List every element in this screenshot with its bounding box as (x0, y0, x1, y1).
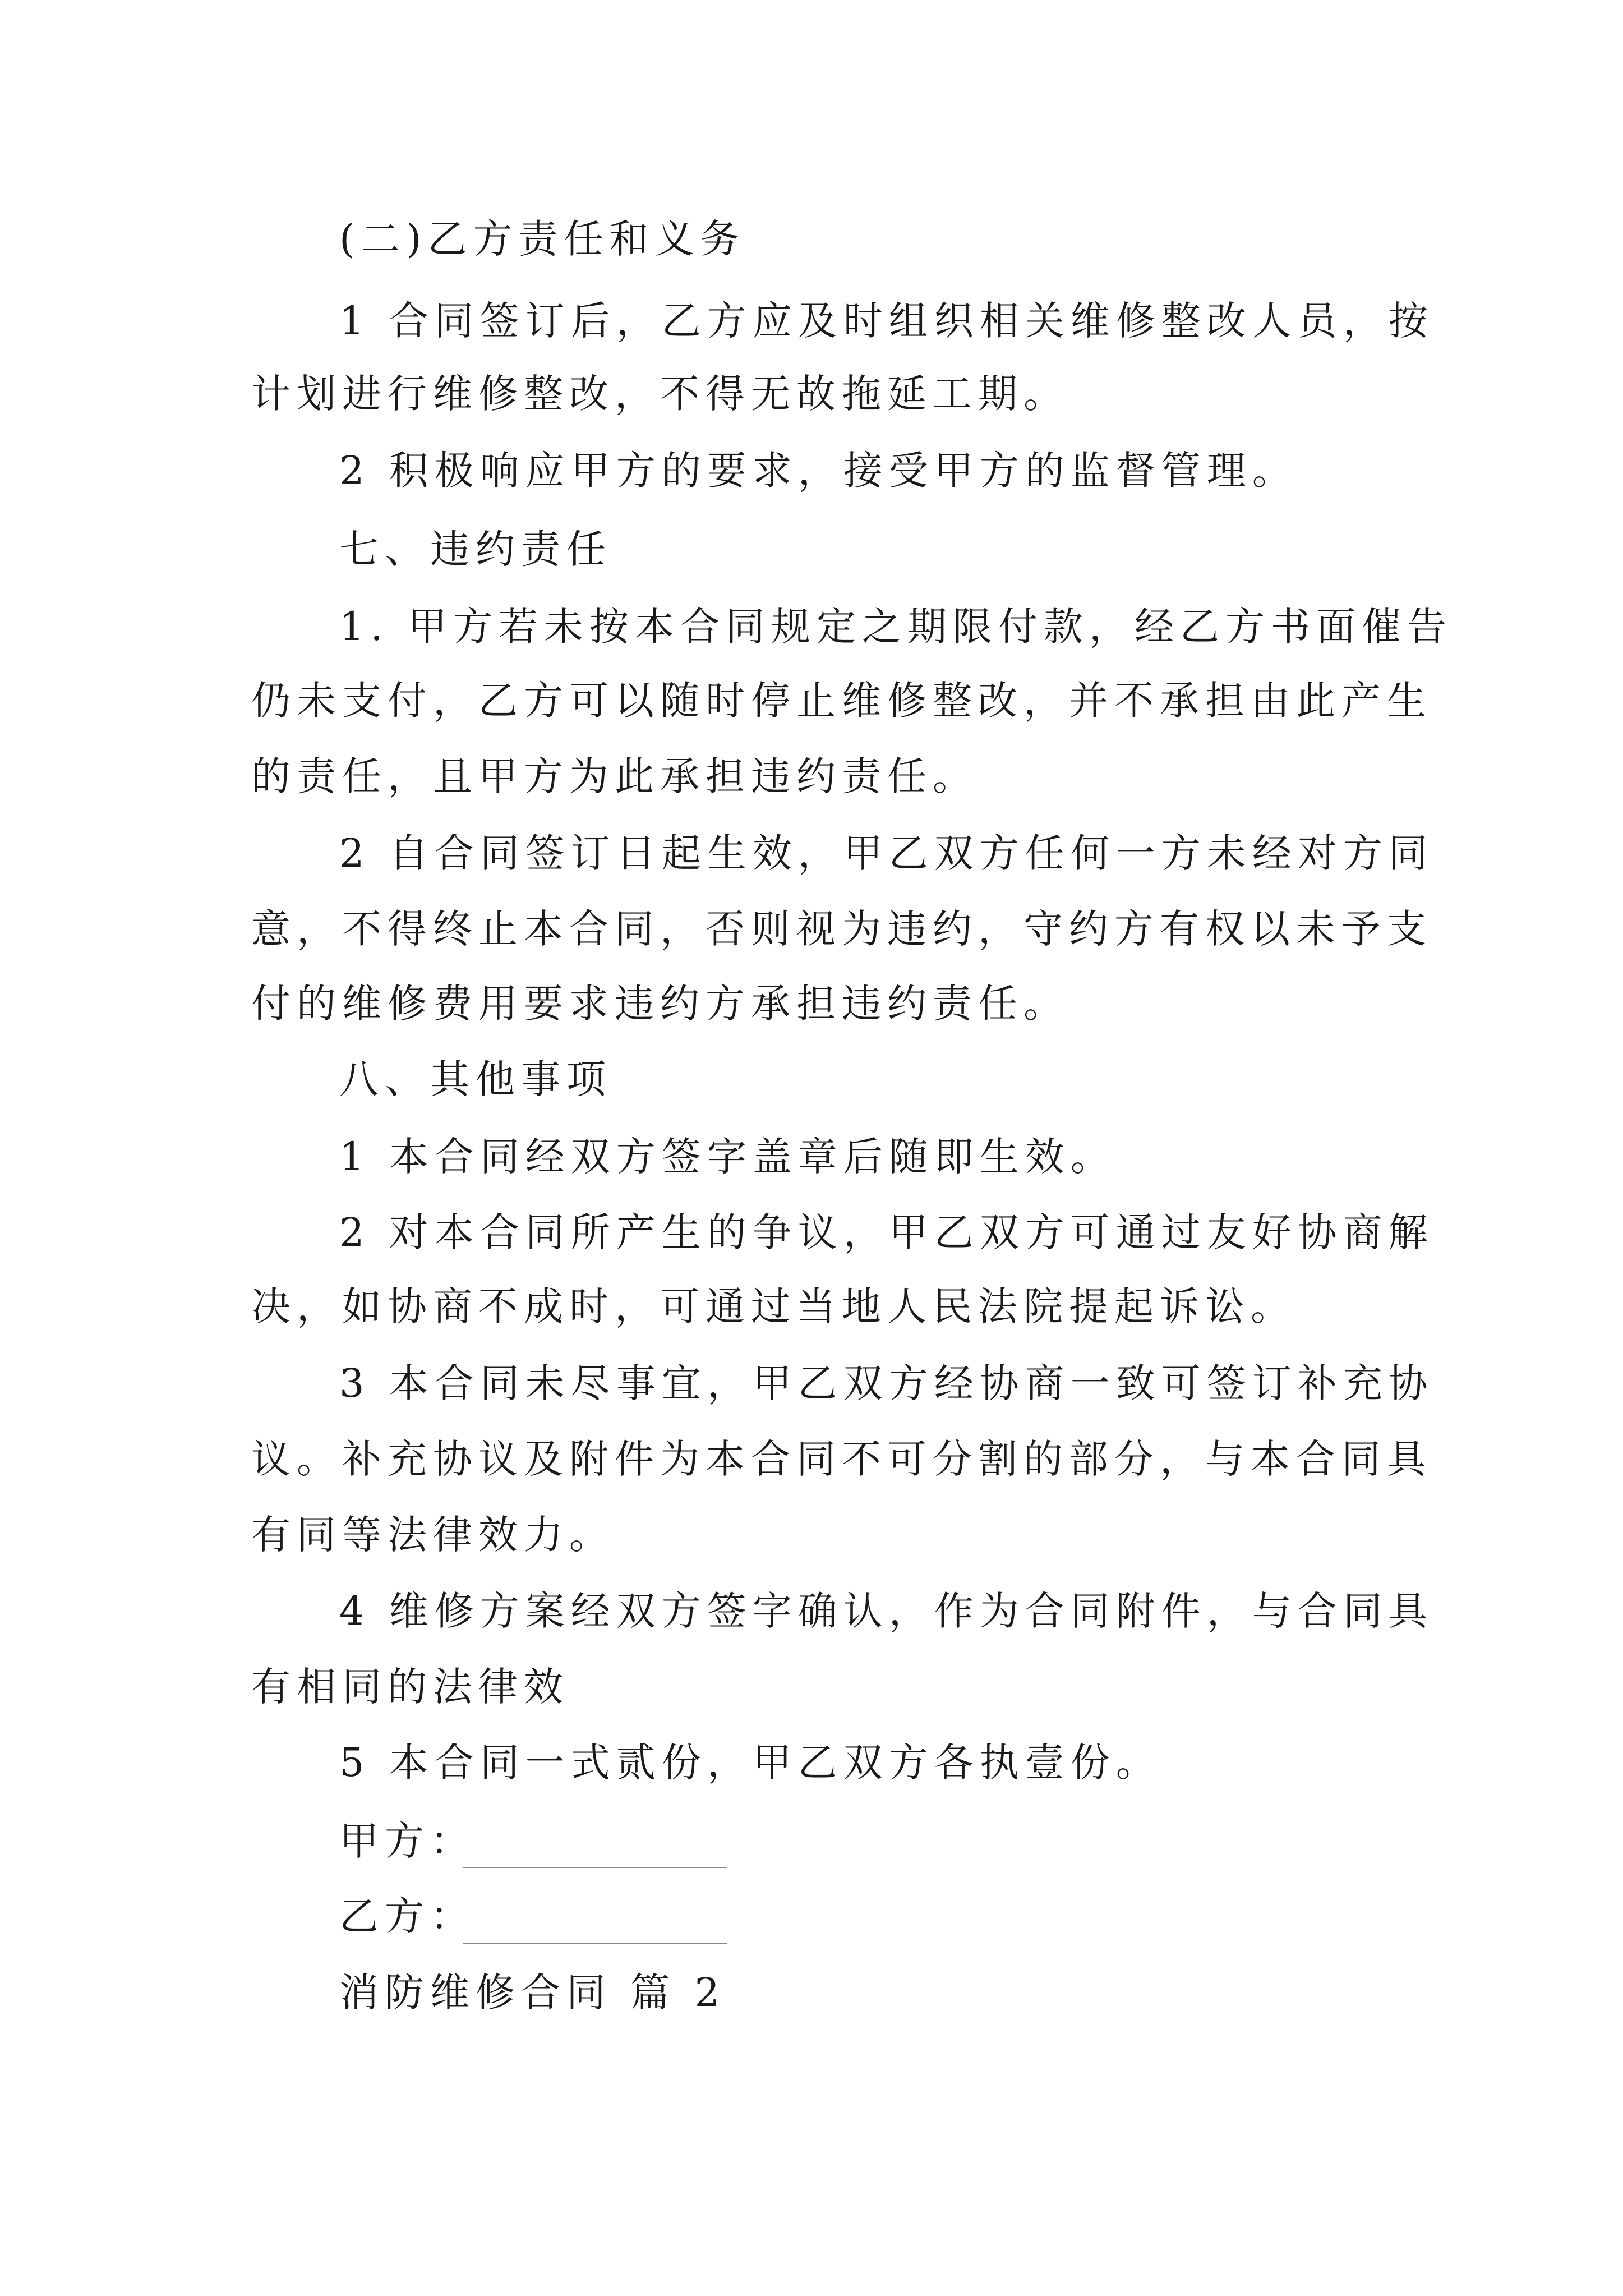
party-a-signature-blank (463, 1867, 727, 1868)
clause-line: 2 积极响应甲方的要求，接受甲方的监督管理。 (339, 448, 1298, 494)
clause-line: 4 维修方案经双方签字确认，作为合同附件，与合同具 (339, 1588, 1434, 1634)
clause-line: 意，不得终止本合同，否则视为违约，守约方有权以未予支 (251, 906, 1432, 952)
clause-line: 1 本合同经双方签字盖章后随即生效。 (339, 1134, 1116, 1180)
clause-line: 2 自合同签订日起生效，甲乙双方任何一方未经对方同 (339, 830, 1434, 876)
clause-line: 付的维修费用要求违约方承担违约责任。 (251, 981, 1069, 1027)
party-b-label: 乙方： (339, 1893, 476, 1939)
clause-line: 的责任，且甲方为此承担违约责任。 (251, 753, 978, 799)
section-heading-other-matters: 八、其他事项 (339, 1056, 612, 1102)
clause-line: 计划进行维修整改，不得无故拖延工期。 (251, 371, 1069, 417)
clause-line: 1. 甲方若未按本合同规定之期限付款，经乙方书面催告 (339, 604, 1453, 650)
section-heading-party-b-duties: (二)乙方责任和义务 (339, 216, 746, 262)
clause-line: 1 合同签订后，乙方应及时组织相关维修整改人员，按 (339, 298, 1434, 344)
clause-line: 有同等法律效力。 (251, 1512, 615, 1558)
party-b-signature-row (339, 1892, 476, 1941)
clause-line: 3 本合同未尽事宜，甲乙双方经协商一致可签订补充协 (339, 1360, 1434, 1406)
next-contract-title: 消防维修合同 篇 2 (339, 1970, 726, 2016)
party-a-label: 甲方： (339, 1818, 476, 1864)
clause-line: 5 本合同一式贰份，甲乙双方各执壹份。 (339, 1740, 1161, 1786)
clause-line: 仍未支付，乙方可以随时停止维修整改，并不承担由此产生 (251, 678, 1432, 724)
clause-line: 议。补充协议及附件为本合同不可分割的部分，与本合同具 (251, 1436, 1432, 1482)
party-b-signature-blank (463, 1943, 727, 1944)
section-heading-breach: 七、违约责任 (339, 526, 612, 572)
party-a-signature-row (339, 1816, 476, 1866)
clause-line: 有相同的法律效 (251, 1664, 569, 1710)
clause-line: 决，如协商不成时，可通过当地人民法院提起诉讼。 (251, 1283, 1296, 1329)
clause-line: 2 对本合同所产生的争议，甲乙双方可通过友好协商解 (339, 1209, 1434, 1255)
